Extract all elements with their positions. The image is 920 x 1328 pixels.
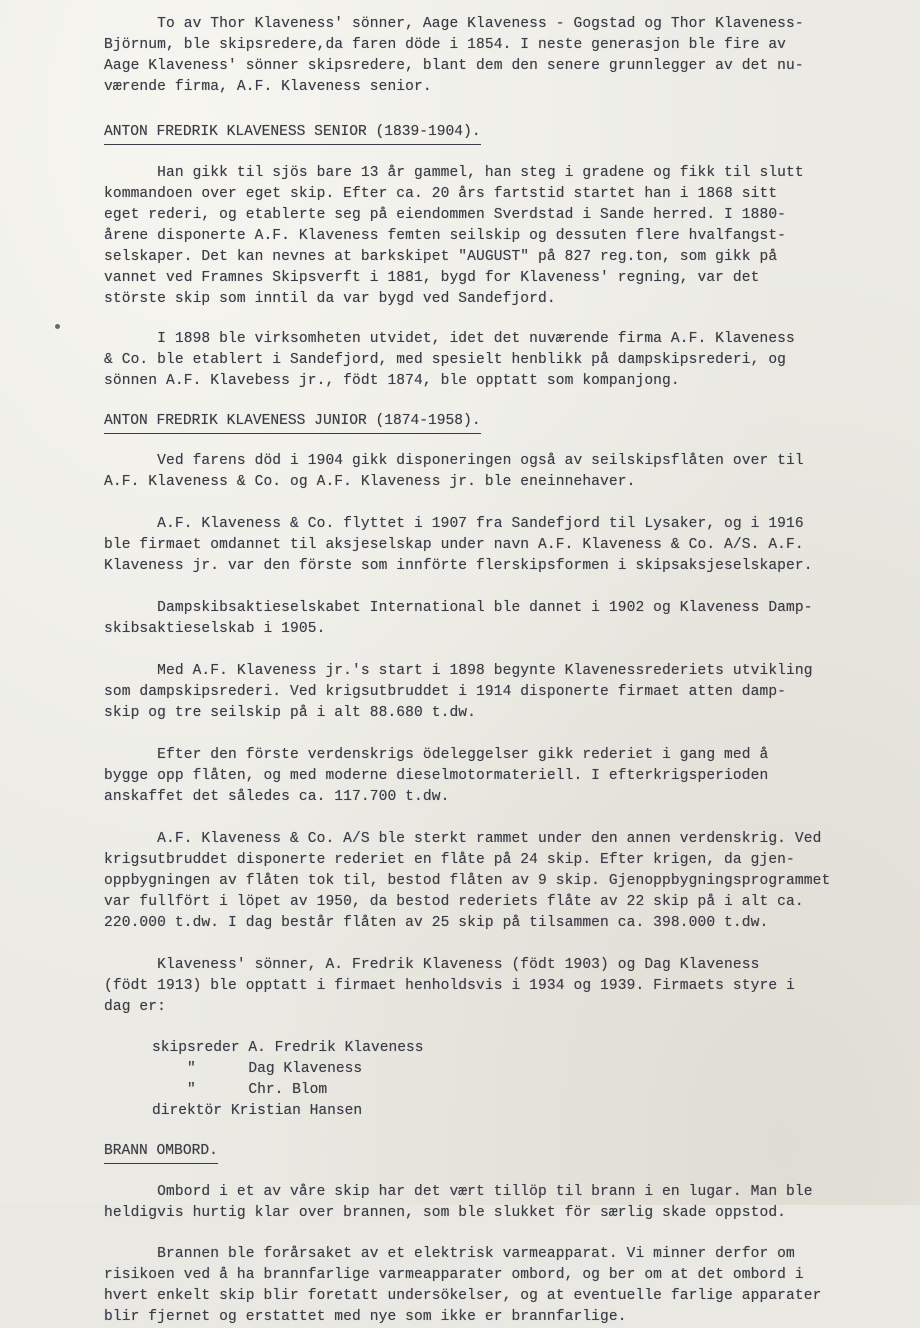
text-line: (födt 1913) ble opptatt i firmaet henholdsvis i 1934 og 1939. Firmaets styre i <box>104 978 795 994</box>
text-line: Ombord i et av våre skip har det vært tillöp til brann i en lugar. Man ble <box>157 1184 813 1200</box>
section-heading-senior: ANTON FREDRIK KLAVENESS SENIOR (1839-1904). <box>104 122 481 145</box>
section-heading-fire: BRANN OMBORD. <box>104 1141 218 1164</box>
junior-paragraph-4 <box>104 661 880 724</box>
text-line: A.F. Klaveness & Co. flyttet i 1907 fra Sandefjord til Lysaker, og i 1916 <box>157 516 804 532</box>
text-line: To av Thor Klaveness' sönner, Aage Klaveness - Gogstad og Thor Klaveness- <box>157 16 804 32</box>
text-line: Dampskibsaktieselskabet International ble dannet i 1902 og Klaveness Damp- <box>157 600 813 616</box>
text-line: heldigvis hurtig klar over brannen, som ble slukket för særlig skade oppstod. <box>104 1205 787 1221</box>
junior-paragraph-7 <box>104 955 880 1018</box>
junior-paragraph-5 <box>104 745 880 808</box>
text-line: Björnum, ble skipsredere,da faren döde i 1854. I neste generasjon ble fire av <box>104 37 787 53</box>
text-line: Han gikk til sjös bare 13 år gammel, han steg i gradene og fikk til slutt <box>157 165 804 181</box>
text-line: sönnen A.F. Klavebess jr., födt 1874, ble opptatt som kompanjong. <box>104 373 680 389</box>
section-heading-junior: ANTON FREDRIK KLAVENESS JUNIOR (1874-1958). <box>104 411 481 434</box>
junior-paragraph-2 <box>104 514 880 577</box>
text-line: selskaper. Det kan nevnes at barkskipet "AUGUST" på 827 reg.ton, som gikk på <box>104 249 778 265</box>
text-line: Brannen ble forårsaket av et elektrisk varmeapparat. Vi minner derfor om <box>157 1246 795 1262</box>
text-line: som dampskipsrederi. Ved krigsutbruddet i 1914 disponerte firmaet atten damp- <box>104 684 787 700</box>
text-line: krigsutbruddet disponerte rederiet en flåte på 24 skip. Efter krigen, da gjen- <box>104 852 795 868</box>
text-line: ble firmaet omdannet til aksjeselskap under navn A.F. Klaveness & Co. A/S. A.F. <box>104 537 804 553</box>
text-line: skip og tre seilskip på i alt 88.680 t.dw. <box>104 705 477 721</box>
text-line: A.F. Klaveness & Co. A/S ble sterkt rammet under den annen verdenskrig. Ved <box>157 831 822 847</box>
text-line: skibsaktieselskab i 1905. <box>104 621 326 637</box>
text-line: eget rederi, og etablerte seg på eiendommen Sverdstad i Sande herred. I 1880- <box>104 207 787 223</box>
text-line: oppbygningen av flåten tok til, bestod flåten av 9 skip. Gjenoppbygningsprogrammet <box>104 873 831 889</box>
text-line: blir fjernet og erstattet med nye som ikke er brannfarlige. <box>104 1309 627 1325</box>
text-line: anskaffet det således ca. 117.700 t.dw. <box>104 789 450 805</box>
junior-paragraph-1 <box>104 451 880 493</box>
board-list: skipsreder A. Fredrik Klaveness " Dag Klaveness " Chr. Blom direktör Kristian Hansen <box>152 1040 424 1119</box>
text-line: Klaveness' sönner, A. Fredrik Klaveness (födt 1903) og Dag Klaveness <box>157 957 760 973</box>
text-line: Efter den förste verdenskrigs ödeleggelser gikk rederiet i gang med å <box>157 747 769 763</box>
text-line: & Co. ble etablert i Sandefjord, med spesielt henblikk på dampskipsrederi, og <box>104 352 787 368</box>
senior-paragraph-1 <box>104 163 880 310</box>
text-line: årene disponerte A.F. Klaveness femten seilskip og dessuten flere hvalfangst- <box>104 228 787 244</box>
senior-paragraph-2 <box>104 329 880 392</box>
junior-paragraph-6 <box>104 829 880 934</box>
text-line: dag er: <box>104 999 167 1015</box>
fire-paragraph-2 <box>104 1244 880 1328</box>
text-line: Ved farens död i 1904 gikk disponeringen også av seilskipsflåten over til <box>157 453 804 469</box>
text-line: risikoen ved å ha brannfarlige varmeapparater ombord, og ber om at det ombord i <box>104 1267 804 1283</box>
intro-paragraph <box>104 14 880 98</box>
text-line: hvert enkelt skip blir foretatt undersökelser, og at eventuelle farlige apparater <box>104 1288 822 1304</box>
text-line: Aage Klaveness' sönner skipsredere, blant dem den senere grunnlegger av det nu- <box>104 58 804 74</box>
text-line: I 1898 ble virksomheten utvidet, idet det nuværende firma A.F. Klaveness <box>157 331 795 347</box>
text-line: var fullfört i löpet av 1950, da bestod rederiets flåte av 22 skip på i alt ca. <box>104 894 804 910</box>
text-line: Med A.F. Klaveness jr.'s start i 1898 begynte Klavenessrederiets utvikling <box>157 663 813 679</box>
text-line: 220.000 t.dw. I dag består flåten av 25 skip på tilsammen ca. 398.000 t.dw. <box>104 915 769 931</box>
paper-speck <box>55 324 60 329</box>
text-line: bygge opp flåten, og med moderne dieselmotormateriell. I efterkrigsperioden <box>104 768 769 784</box>
text-line: störste skip som inntil da var bygd ved Sandefjord. <box>104 291 556 307</box>
text-line: vannet ved Framnes Skipsverft i 1881, bygd for Klaveness' regning, var det <box>104 270 760 286</box>
text-line: A.F. Klaveness & Co. og A.F. Klaveness jr. ble eneinnehaver. <box>104 474 636 490</box>
text-line: Klaveness jr. var den förste som innförte flerskipsformen i skipsaksjeselskaper. <box>104 558 813 574</box>
text-line: kommandoen over eget skip. Efter ca. 20 års fartstid startet han i 1868 sitt <box>104 186 778 202</box>
fire-paragraph-1 <box>104 1182 880 1224</box>
text-line: værende firma, A.F. Klaveness senior. <box>104 79 432 95</box>
junior-paragraph-3 <box>104 598 880 640</box>
